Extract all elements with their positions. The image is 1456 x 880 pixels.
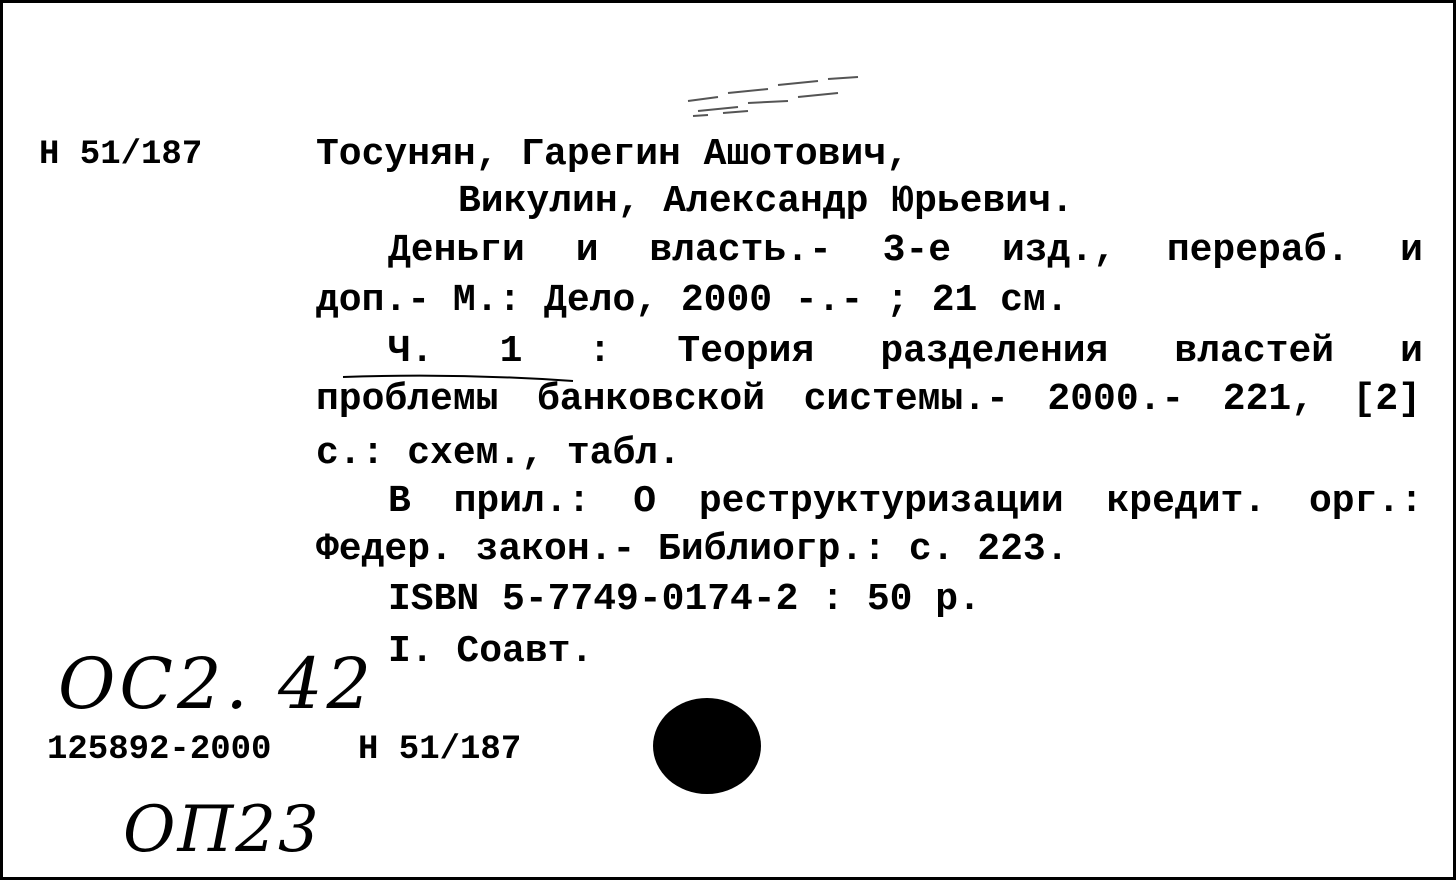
part-title-line-1 [388, 330, 1423, 373]
handwritten-classification: ОС2. 42 [58, 643, 376, 725]
part-title-line-2 [316, 378, 1421, 421]
part-word: Ч. [388, 330, 434, 373]
note-line-1 [388, 480, 1423, 523]
note-line-2: Федер. закон.- Библиогр.: с. 223. [316, 528, 1069, 571]
part-word: властей [1174, 330, 1335, 373]
note-word: реструктуризации [698, 480, 1064, 523]
note-word: прил.: [453, 480, 591, 523]
imprint-line: доп.- М.: Дело, 2000 -.- ; 21 см. [316, 279, 1069, 322]
part-word: системы.- [803, 378, 1009, 421]
title-word: и [575, 229, 599, 272]
title-line-1 [388, 229, 1423, 272]
author-primary: Тосунян, Гарегин Ашотович, [316, 133, 909, 176]
title-word: 3-е [882, 229, 952, 272]
part-word: 221, [1222, 378, 1315, 421]
part-word: [2] [1352, 378, 1421, 421]
note-word: орг.: [1308, 480, 1423, 523]
part-word: 2000.- [1047, 378, 1185, 421]
note-word: О [633, 480, 657, 523]
author-secondary: Викулин, Александр Юрьевич. [458, 180, 1074, 223]
title-word: изд., [1001, 229, 1116, 272]
punch-hole [653, 698, 761, 794]
title-word: перераб. [1166, 229, 1350, 272]
title-word: и [1400, 229, 1423, 272]
shelf-mark-bottom: Н 51/187 [358, 731, 522, 769]
part-word: разделения [880, 330, 1109, 373]
part-word: банковской [537, 378, 766, 421]
part-word: и [1400, 330, 1423, 373]
part-word: 1 [499, 330, 523, 373]
handwritten-code: ОП23 [123, 793, 321, 867]
printing-speck [678, 71, 888, 121]
physical-description: с.: схем., табл. [316, 432, 681, 475]
title-word: Деньги [388, 229, 525, 272]
accession-number: 125892-2000 [47, 731, 272, 769]
note-word: кредит. [1106, 480, 1267, 523]
shelf-mark-top: Н 51/187 [39, 136, 203, 174]
tracing: I. Соавт. [388, 630, 594, 673]
part-word: : [588, 330, 612, 373]
note-word: В [388, 480, 411, 523]
part-word: Теория [677, 330, 815, 373]
isbn-price: ISBN 5-7749-0174-2 : 50 р. [388, 578, 981, 621]
part-word: проблемы [316, 378, 499, 421]
title-word: власть.- [649, 229, 832, 272]
